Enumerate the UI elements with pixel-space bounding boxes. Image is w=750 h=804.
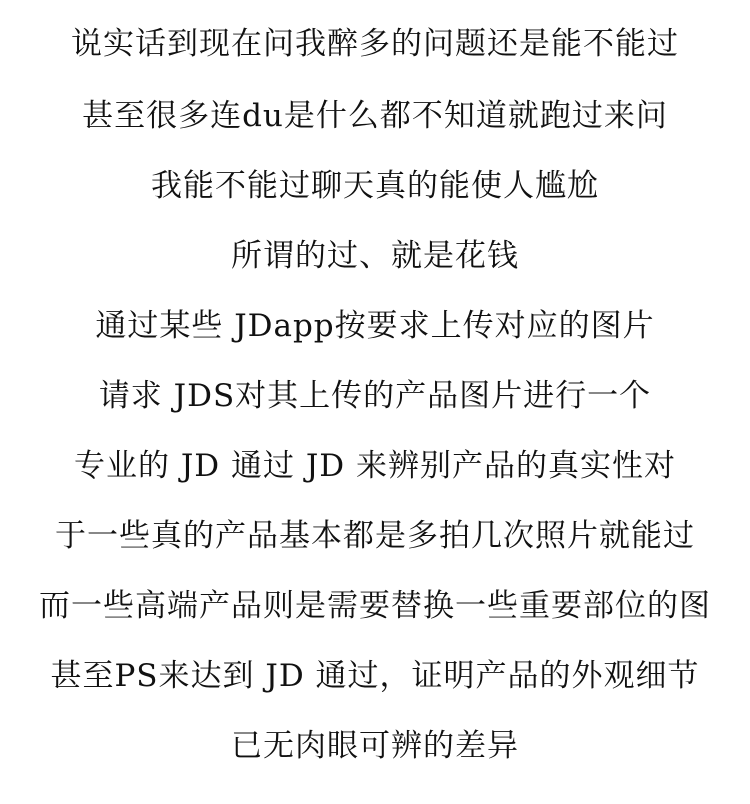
text-line-10: 甚至PS来达到 JD 通过，证明产品的外观细节 (50, 658, 700, 694)
text-line-11: 已无肉眼可辨的差异 (231, 728, 519, 764)
text-line-4: 所谓的过、就是花钱 (231, 238, 519, 274)
text-line-8: 于一些真的产品基本都是多拍几次照片就能过 (55, 518, 695, 554)
text-line-3: 我能不能过聊天真的能使人尴尬 (151, 168, 599, 204)
text-line-7: 专业的 JD 通过 JD 来辨别产品的真实性对 (74, 448, 676, 484)
text-line-9: 而一些高端产品则是需要替换一些重要部位的图 (39, 588, 711, 624)
text-line-6: 请求 JDS对其上传的产品图片进行一个 (98, 378, 652, 414)
text-line-5: 通过某些 JDapp按要求上传对应的图片 (95, 308, 655, 344)
text-line-2: 甚至很多连du是什么都不知道就跑过来问 (82, 98, 668, 134)
text-line-1: 说实话到现在问我醉多的问题还是能不能过 (71, 26, 679, 62)
